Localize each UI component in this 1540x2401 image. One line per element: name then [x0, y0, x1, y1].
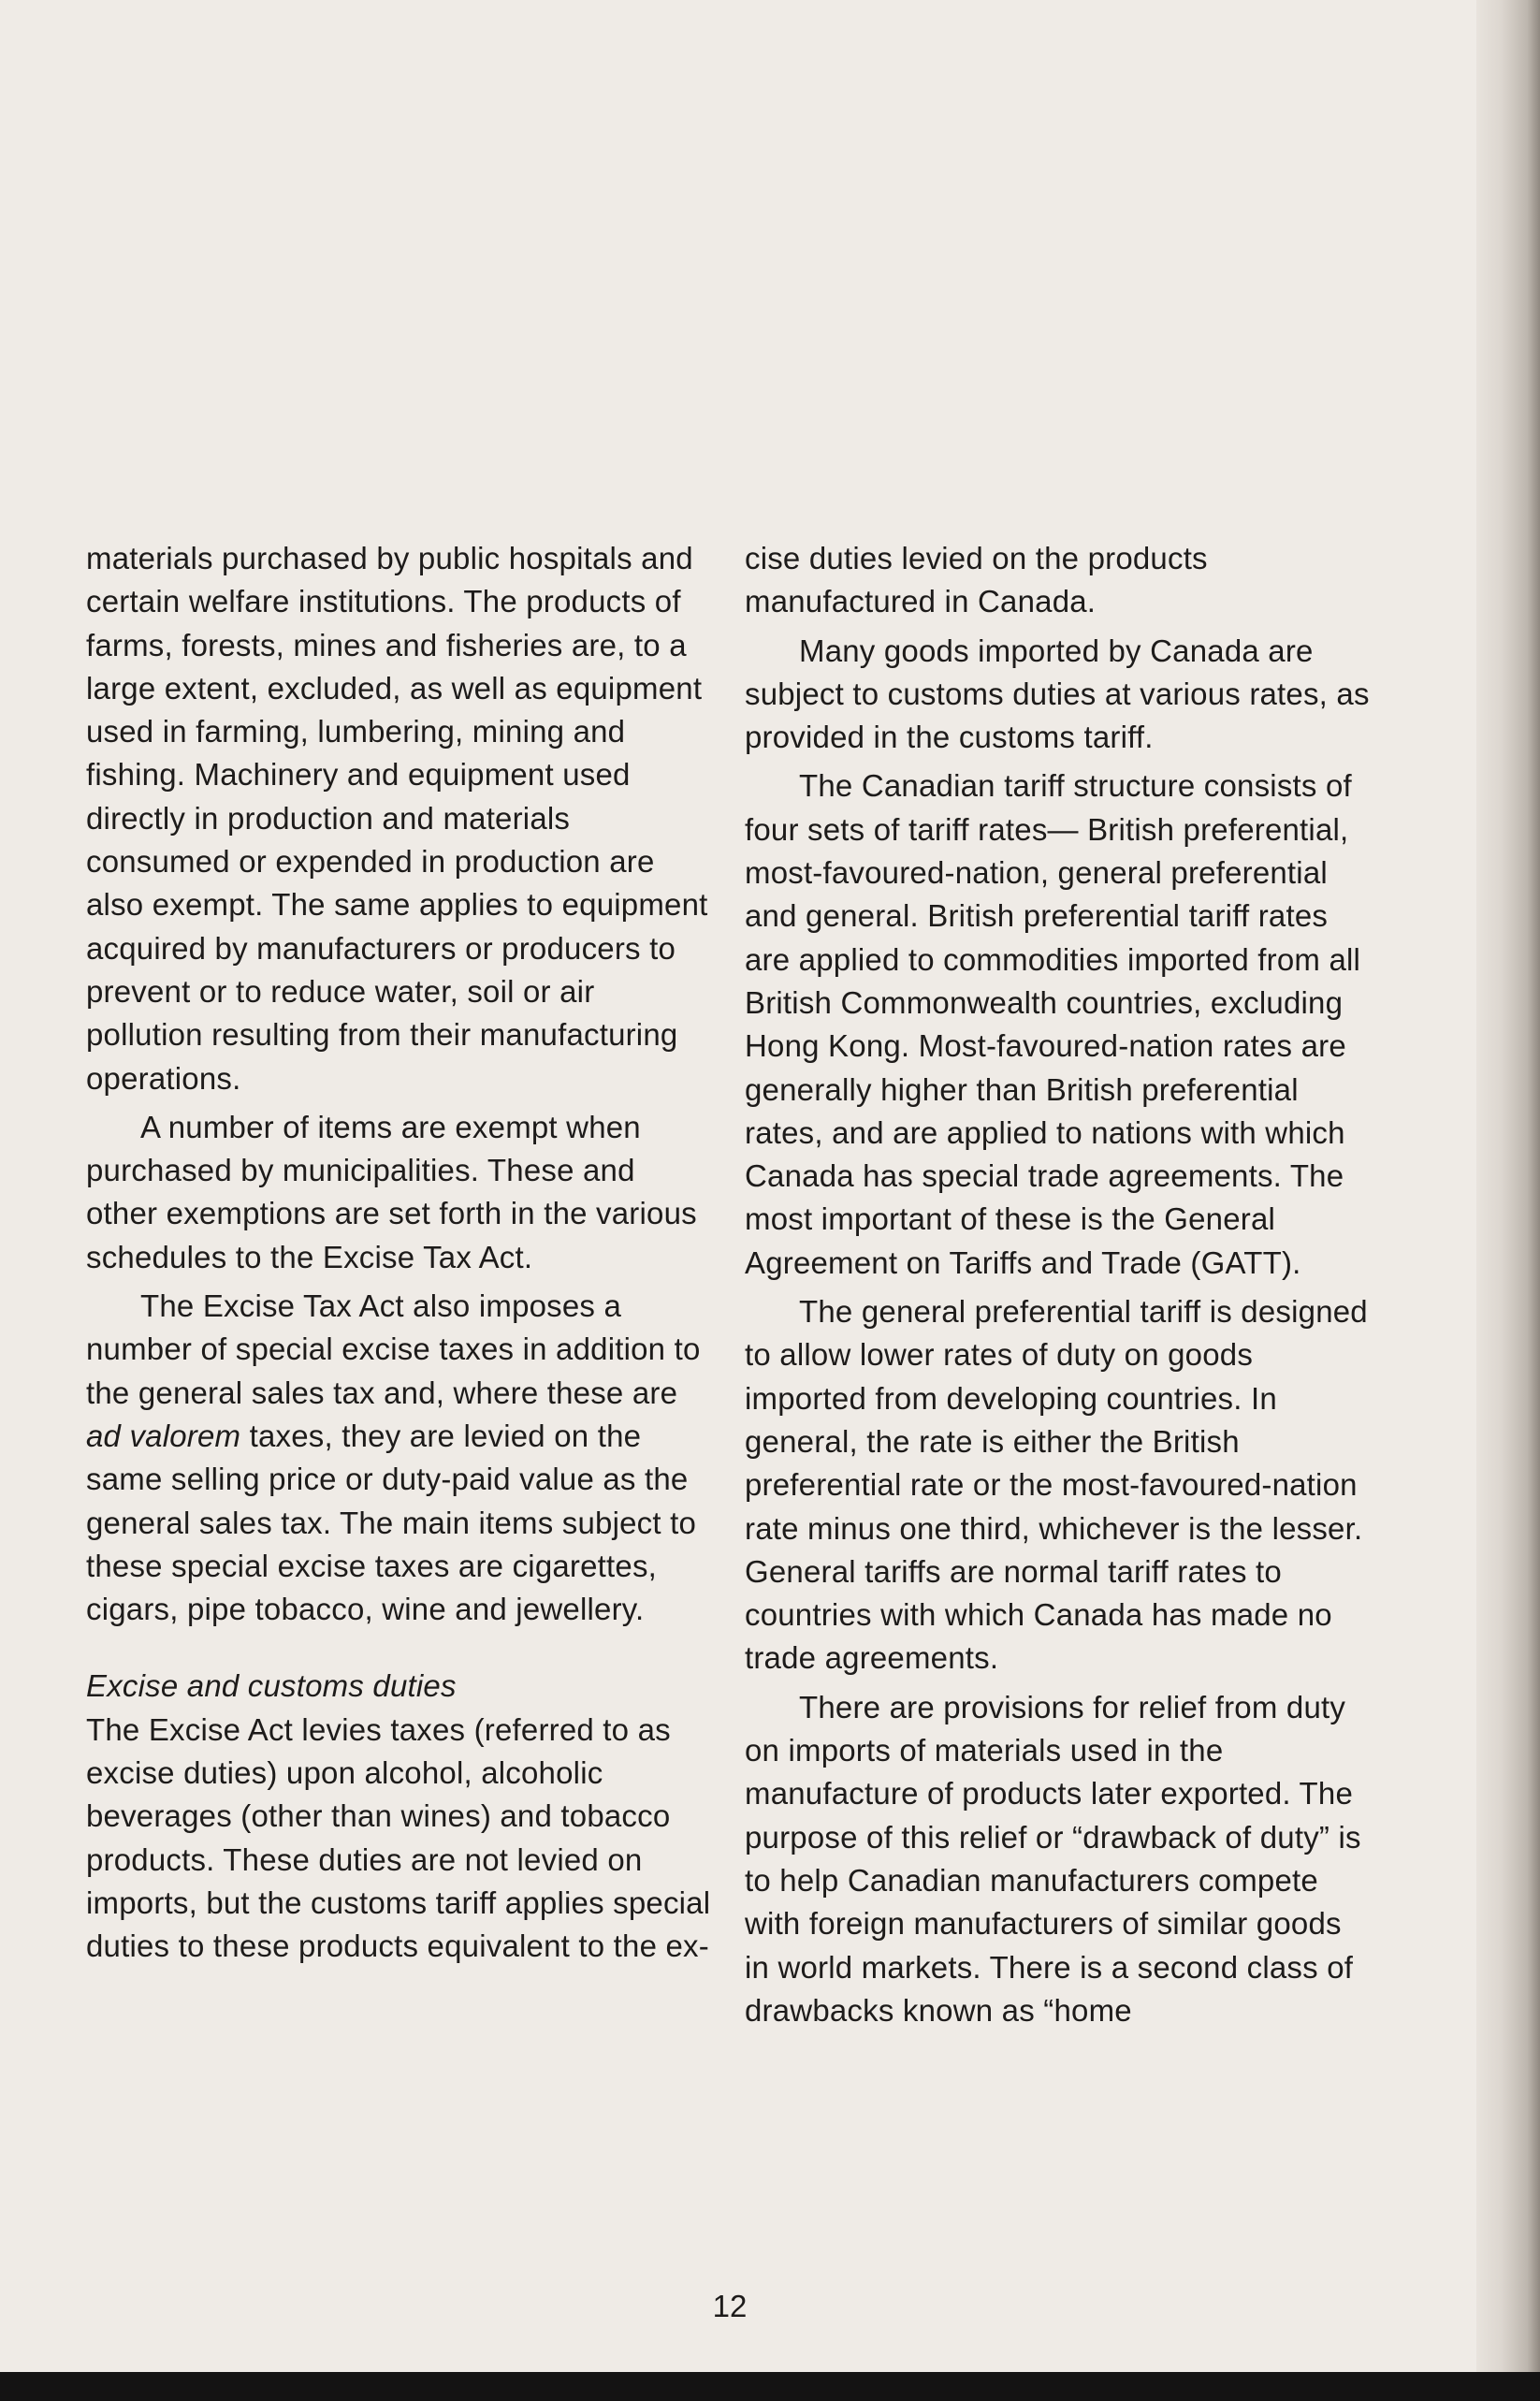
section-heading: Excise and customs duties: [86, 1668, 457, 1704]
right-paragraph-2: Many goods imported by Canada are subject to customs duties at various rates, as provided in the customs tariff.: [745, 633, 1370, 755]
left-paragraph-3-italic: ad valorem: [86, 1418, 241, 1453]
left-paragraph-4: The Excise Act levies taxes (referred to as excise duties) upon alcohol, alcoholic beverages (other than wines) and tobacco products. These duties are not levied on imports, but the customs tariff applies special duties to these products equivalent to the ex-: [86, 1711, 711, 1964]
right-paragraph-5: There are provisions for relief from duty on imports of materials used in the manufacture of products later exported. The purpose of this relief or “drawback of duty” is to help Canadian manufacturers compete with foreign manufacturers of similar goods in world markets. There is a second class of drawbacks known as “home: [745, 1689, 1361, 2028]
left-paragraph-1: materials purchased by public hospitals and certain welfare institutions. The products of farms, forests, mines and fisheries are, to a large extent, excluded, as well as equipment used in farming, lumbering, mining and fishing. Machinery and equipment used directly in production and materials consumed or expended in production are also exempt. The same applies to equipment acquired by manufacturers or producers to prevent or to reduce water, soil or air pollution resulting from their manufacturing operations.: [86, 541, 708, 1096]
left-paragraph-3-text-b: taxes, they are levied on the same selling price or duty-paid value as the general sales tax. The main items subject to these special excise taxes are cigarettes, cigars, pipe tobacco, wine and jewellery.: [86, 1418, 697, 1627]
page-number: 12: [712, 2289, 748, 2323]
right-paragraph-4: The general preferential tariff is designed to allow lower rates of duty on goods imported from developing countries. In general, the rate is either the British preferential rate or the most-favoured-nation rate minus one third, whichever is the lesser. General tariffs are normal tariff rates to countries with which Canada has made no trade agreements.: [745, 1294, 1368, 1676]
right-paragraph-3: The Canadian tariff structure consists of four sets of tariff rates— British preferential, most-favoured-nation, general preferential and general. British preferential tariff rates are applied to commodities imported from all British Commonwealth countries, excluding Hong Kong. Most-favoured-nation rates are generally higher than British preferential rates, and are applied to nations with which Canada has special trade agreements. The most important of these is the General Agreement on Tariffs and Trade (GATT).: [745, 768, 1361, 1280]
page-spine-shadow: [1476, 0, 1540, 2372]
left-paragraph-3: [86, 1285, 711, 1631]
left-column: [86, 537, 711, 1969]
left-paragraph-3-text-a: The Excise Tax Act also imposes a number of special excise taxes in addition to the general sales tax and, where these are: [86, 1288, 701, 1410]
scan-bottom-edge: [0, 2372, 1540, 2401]
left-paragraph-2: A number of items are exempt when purchased by municipalities. These and other exemptions are set forth in the various schedules to the Excise Tax Act.: [86, 1109, 697, 1274]
right-column: [745, 537, 1372, 2032]
right-paragraph-1: cise duties levied on the products manufactured in Canada.: [745, 541, 1208, 619]
